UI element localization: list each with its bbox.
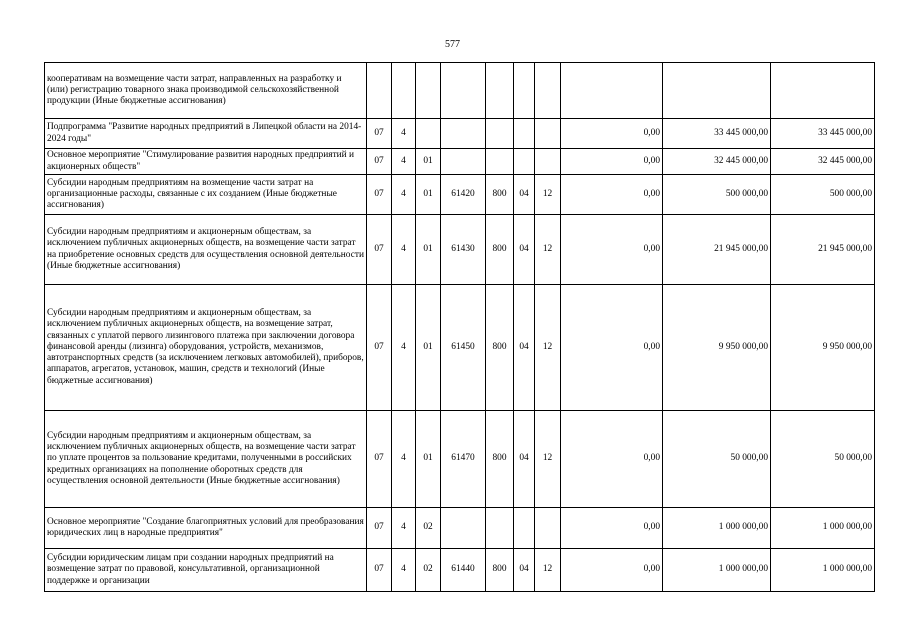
table-row xyxy=(45,149,875,175)
cell-value-3: 1 000 000,00 xyxy=(771,508,875,549)
cell-value-1: 0,00 xyxy=(561,175,663,215)
cell-description: Основное мероприятие "Создание благоприятных условий для преобразования юридических лиц в народные предприятия" xyxy=(45,508,367,549)
cell-expense-type: 800 xyxy=(486,215,514,285)
cell-value-3: 1 000 000,00 xyxy=(771,549,875,592)
cell-target-code xyxy=(441,63,486,119)
cell-target-code: 61420 xyxy=(441,175,486,215)
page-number: 577 xyxy=(445,39,460,50)
cell-value-2: 32 445 000,00 xyxy=(663,149,771,175)
cell-program: 4 xyxy=(392,285,416,411)
cell-value-3: 500 000,00 xyxy=(771,175,875,215)
cell-target-code xyxy=(441,119,486,149)
cell-section: 07 xyxy=(367,149,392,175)
cell-subprogram xyxy=(416,119,441,149)
table-row xyxy=(45,63,875,119)
cell-value-1: 0,00 xyxy=(561,215,663,285)
table-row xyxy=(45,549,875,592)
table-row xyxy=(45,508,875,549)
cell-value-1: 0,00 xyxy=(561,285,663,411)
cell-value-2: 9 950 000,00 xyxy=(663,285,771,411)
cell-subchapter xyxy=(535,149,561,175)
cell-subchapter: 12 xyxy=(535,285,561,411)
cell-expense-type xyxy=(486,63,514,119)
cell-chapter xyxy=(514,63,535,119)
cell-program: 4 xyxy=(392,215,416,285)
cell-target-code: 61470 xyxy=(441,411,486,508)
cell-subchapter xyxy=(535,119,561,149)
cell-value-1: 0,00 xyxy=(561,549,663,592)
cell-value-3 xyxy=(771,63,875,119)
cell-program xyxy=(392,63,416,119)
cell-chapter: 04 xyxy=(514,411,535,508)
cell-program: 4 xyxy=(392,549,416,592)
cell-program: 4 xyxy=(392,175,416,215)
cell-value-2: 21 945 000,00 xyxy=(663,215,771,285)
cell-subprogram: 02 xyxy=(416,508,441,549)
cell-expense-type xyxy=(486,149,514,175)
cell-section: 07 xyxy=(367,508,392,549)
table-body xyxy=(45,63,875,592)
cell-description: Субсидии народным предприятиям и акционерным обществам, за исключением публичных акционерных обществ, на возмещение части затрат на приобретение основных средств для осуществления основной деятельности (Иные бюджетные ассигнования) xyxy=(45,215,367,285)
cell-subchapter xyxy=(535,508,561,549)
table-row xyxy=(45,285,875,411)
cell-program: 4 xyxy=(392,508,416,549)
cell-value-2: 1 000 000,00 xyxy=(663,508,771,549)
cell-expense-type xyxy=(486,119,514,149)
cell-value-2: 33 445 000,00 xyxy=(663,119,771,149)
cell-target-code: 61450 xyxy=(441,285,486,411)
cell-value-3: 33 445 000,00 xyxy=(771,119,875,149)
cell-section: 07 xyxy=(367,175,392,215)
cell-program: 4 xyxy=(392,411,416,508)
cell-chapter: 04 xyxy=(514,215,535,285)
cell-subchapter: 12 xyxy=(535,411,561,508)
cell-value-1: 0,00 xyxy=(561,149,663,175)
cell-section: 07 xyxy=(367,215,392,285)
cell-target-code: 61440 xyxy=(441,549,486,592)
cell-value-2: 1 000 000,00 xyxy=(663,549,771,592)
cell-description: Субсидии юридическим лицам при создании народных предприятий на возмещение затрат по правовой, консультативной, организационной поддержке и организации xyxy=(45,549,367,592)
cell-subchapter: 12 xyxy=(535,175,561,215)
cell-section: 07 xyxy=(367,411,392,508)
cell-chapter: 04 xyxy=(514,549,535,592)
cell-expense-type: 800 xyxy=(486,285,514,411)
table-row xyxy=(45,411,875,508)
cell-description: Подпрограмма "Развитие народных предприятий в Липецкой области на 2014-2024 годы" xyxy=(45,119,367,149)
cell-value-1: 0,00 xyxy=(561,119,663,149)
cell-value-3: 32 445 000,00 xyxy=(771,149,875,175)
cell-value-1: 0,00 xyxy=(561,508,663,549)
cell-program: 4 xyxy=(392,119,416,149)
cell-target-code: 61430 xyxy=(441,215,486,285)
cell-target-code xyxy=(441,149,486,175)
cell-section xyxy=(367,63,392,119)
cell-description: Субсидии народным предприятиям на возмещение части затрат на организационные расходы, связанные с их созданием (Иные бюджетные ассигнования) xyxy=(45,175,367,215)
cell-subchapter: 12 xyxy=(535,215,561,285)
cell-section: 07 xyxy=(367,549,392,592)
cell-description: Субсидии народным предприятиям и акционерным обществам, за исключением публичных акционерных обществ, на возмещение затрат, связанных с уплатой первого лизингового платежа при заключении договора финансовой аренды (лизинга) оборудования, устройств, механизмов, автотранспортных средств (за исключением легковых автомобилей), приборов, аппаратов, агрегатов, установок, машин, средств и технологий (Иные бюджетные ассигнования) xyxy=(45,285,367,411)
cell-value-3: 50 000,00 xyxy=(771,411,875,508)
cell-expense-type: 800 xyxy=(486,175,514,215)
cell-subprogram: 01 xyxy=(416,175,441,215)
cell-chapter xyxy=(514,119,535,149)
cell-program: 4 xyxy=(392,149,416,175)
cell-value-2 xyxy=(663,63,771,119)
cell-description: Субсидии народным предприятиям и акционерным обществам, за исключением публичных акционерных обществ, на возмещение части затрат по уплате процентов за пользование кредитами, полученными в российских кредитных организациях на пополнение оборотных средств для осуществления основной деятельности (Иные бюджетные ассигнования) xyxy=(45,411,367,508)
table-row xyxy=(45,119,875,149)
cell-value-1: 0,00 xyxy=(561,411,663,508)
cell-subchapter xyxy=(535,63,561,119)
cell-subprogram: 02 xyxy=(416,549,441,592)
cell-subprogram: 01 xyxy=(416,215,441,285)
cell-value-2: 50 000,00 xyxy=(663,411,771,508)
cell-chapter xyxy=(514,149,535,175)
cell-subprogram: 01 xyxy=(416,411,441,508)
cell-section: 07 xyxy=(367,285,392,411)
cell-expense-type: 800 xyxy=(486,411,514,508)
budget-table xyxy=(44,62,875,592)
cell-target-code xyxy=(441,508,486,549)
cell-section: 07 xyxy=(367,119,392,149)
cell-expense-type: 800 xyxy=(486,549,514,592)
cell-chapter xyxy=(514,508,535,549)
cell-expense-type xyxy=(486,508,514,549)
cell-description: кооперативам на возмещение части затрат, направленных на разработку и (или) регистрацию товарного знака производимой сельскохозяйственной продукции (Иные бюджетные ассигнования) xyxy=(45,63,367,119)
cell-subprogram: 01 xyxy=(416,149,441,175)
table-row xyxy=(45,175,875,215)
cell-value-3: 21 945 000,00 xyxy=(771,215,875,285)
cell-value-3: 9 950 000,00 xyxy=(771,285,875,411)
cell-value-2: 500 000,00 xyxy=(663,175,771,215)
cell-subprogram: 01 xyxy=(416,285,441,411)
cell-subprogram xyxy=(416,63,441,119)
cell-value-1 xyxy=(561,63,663,119)
cell-description: Основное мероприятие "Стимулирование развития народных предприятий и акционерных обществ" xyxy=(45,149,367,175)
table-row xyxy=(45,215,875,285)
cell-chapter: 04 xyxy=(514,285,535,411)
cell-chapter: 04 xyxy=(514,175,535,215)
cell-subchapter: 12 xyxy=(535,549,561,592)
